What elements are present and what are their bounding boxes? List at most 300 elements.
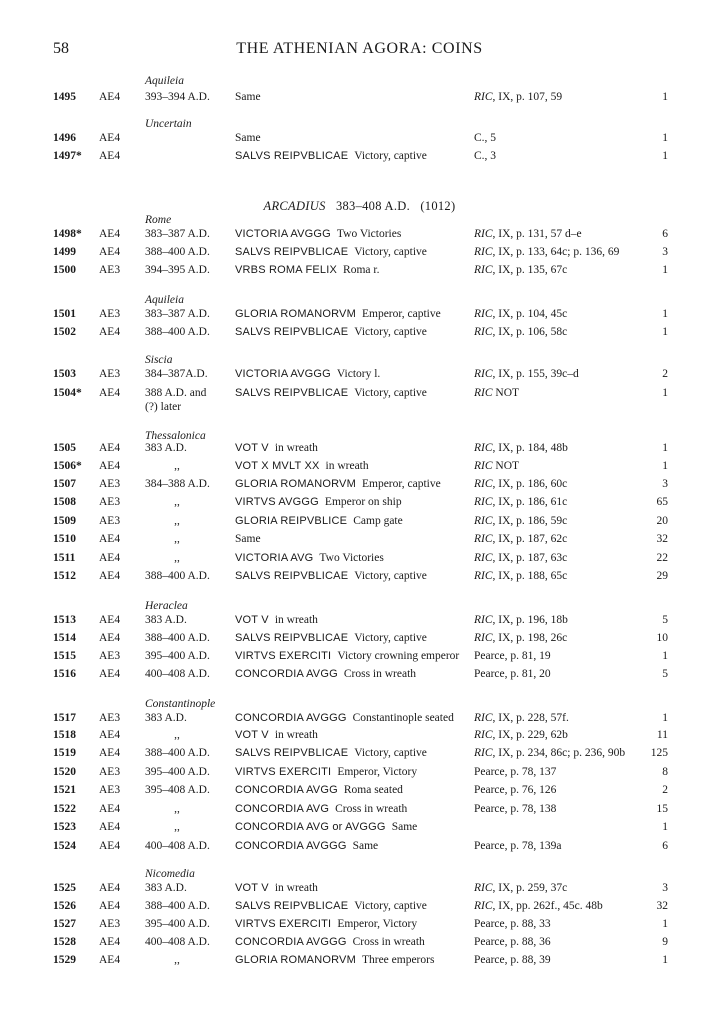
date: 395–400 A.D. [145, 918, 210, 930]
type-cell [235, 245, 427, 259]
reference [474, 459, 519, 473]
reference-ric: RIC [474, 478, 493, 490]
quantity: 22 [656, 552, 668, 564]
reference-detail: Pearce, p. 88, 33 [474, 918, 551, 930]
type-cell [235, 367, 380, 381]
catalogue-number: 1498* [53, 228, 82, 240]
catalogue-number: 1501 [53, 308, 76, 320]
date-cell [145, 227, 210, 241]
date-cell [145, 367, 208, 381]
catalogue-row [0, 899, 719, 915]
type-cell [235, 532, 261, 546]
reference [474, 569, 567, 583]
date: 400–408 A.D. [145, 668, 210, 680]
reference-detail: , IX, p. 187, 63c [492, 552, 568, 564]
reference-ric: RIC [474, 632, 493, 644]
reverse-description: Cross in wreath [335, 803, 408, 815]
date-cell [145, 820, 209, 834]
quantity: 1 [662, 91, 668, 103]
reference-detail: , IX, p. 186, 61c [492, 496, 568, 508]
mint-heading-heraclea: Heraclea [145, 600, 188, 612]
mint-heading-constantinople: Constantinople [145, 698, 216, 710]
type-cell [235, 477, 441, 491]
catalogue-number: 1518 [53, 729, 76, 741]
reference-detail: , IX, p. 188, 65c [492, 570, 568, 582]
date-cell [145, 631, 210, 645]
catalogue-row [0, 649, 719, 665]
reverse-legend: VIRTVS EXERCITI [235, 766, 332, 778]
reference [474, 649, 551, 663]
catalogue-number: 1517 [53, 712, 76, 724]
reference [474, 953, 551, 967]
reference [474, 839, 562, 853]
catalogue-row [0, 307, 719, 323]
quantity: 2 [662, 368, 668, 380]
denomination: AE4 [99, 246, 121, 258]
reference-detail: , IX, p. 155, 39c–d [492, 368, 579, 380]
reverse-legend: SALVS REIPVBLICAE [235, 747, 349, 759]
reverse-legend: SALVS REIPVBLICAE [235, 632, 349, 644]
reference-detail: , IX, p. 135, 67c [492, 264, 568, 276]
reference [474, 325, 567, 339]
mint-heading-aquileia: Aquileia [145, 75, 184, 87]
date: ,, [174, 552, 180, 564]
catalogue-number: 1497* [53, 150, 82, 162]
quantity: 5 [662, 614, 668, 626]
catalogue-row [0, 613, 719, 629]
reverse-legend: VOT V [235, 442, 269, 454]
reference-detail: Pearce, p. 88, 36 [474, 936, 551, 948]
catalogue-row [0, 459, 719, 475]
type-cell [235, 386, 427, 400]
date-cell [145, 325, 210, 339]
denomination: AE3 [99, 515, 121, 527]
reference-detail: , IX, p. 133, 64c; p. 136, 69 [492, 246, 620, 258]
date-cell [145, 935, 210, 949]
reference [474, 307, 567, 321]
quantity: 3 [662, 882, 668, 894]
reference-ric: RIC [474, 747, 493, 759]
type-cell [235, 131, 261, 145]
reference [474, 728, 568, 742]
type-cell [235, 899, 427, 913]
reverse-description: in wreath [325, 460, 369, 472]
type-cell [235, 495, 402, 509]
reference-detail: , IX, p. 186, 60c [492, 478, 568, 490]
type-cell [235, 631, 427, 645]
date-cell [145, 459, 209, 473]
denomination: AE4 [99, 326, 121, 338]
date-cell [145, 783, 210, 797]
reverse-description: Two Victories [336, 228, 402, 240]
catalogue-number: 1519 [53, 747, 76, 759]
denomination: AE4 [99, 882, 121, 894]
catalogue-number: 1512 [53, 570, 76, 582]
reference-ric: RIC [474, 326, 493, 338]
denomination: AE4 [99, 442, 121, 454]
type-cell [235, 307, 441, 321]
quantity: 9 [662, 936, 668, 948]
catalogue-row [0, 495, 719, 511]
type-cell [235, 783, 403, 797]
date: 383–387 A.D. [145, 308, 210, 320]
reference-ric: RIC [474, 368, 493, 380]
reverse-description: Victory crowning emperor [337, 650, 460, 662]
catalogue-number: 1523 [53, 821, 76, 833]
quantity: 6 [662, 228, 668, 240]
catalogue-number: 1514 [53, 632, 76, 644]
denomination: AE3 [99, 766, 121, 778]
catalogue-row [0, 783, 719, 799]
reference-detail: Pearce, p. 78, 138 [474, 803, 557, 815]
reference-ric: RIC [474, 533, 493, 545]
date: ,, [174, 460, 180, 472]
denomination: AE3 [99, 368, 121, 380]
reverse-description: Victory l. [336, 368, 381, 380]
reverse-legend: CONCORDIA AVGGG [235, 936, 347, 948]
catalogue-row [0, 728, 719, 744]
date: 388–400 A.D. [145, 570, 210, 582]
date-cell [145, 667, 210, 681]
date: ,, [174, 496, 180, 508]
catalogue-number: 1524 [53, 840, 76, 852]
reverse-description: Victory, captive [354, 900, 427, 912]
denomination: AE4 [99, 460, 121, 472]
quantity: 11 [656, 729, 668, 741]
reference-detail: C., 5 [474, 132, 497, 144]
reference-detail: , IX, p. 259, 37c [492, 882, 568, 894]
reference-ric: RIC [474, 570, 493, 582]
reference [474, 245, 619, 259]
reverse-legend: VOT V [235, 729, 269, 741]
mint-heading-uncertain: Uncertain [145, 118, 192, 130]
reference [474, 90, 562, 104]
catalogue-number: 1495 [53, 91, 76, 103]
catalogue-number: 1526 [53, 900, 76, 912]
reverse-legend: GLORIA ROMANORVM [235, 478, 356, 490]
denomination: AE3 [99, 712, 121, 724]
quantity: 1 [662, 132, 668, 144]
reverse-description: Camp gate [353, 515, 403, 527]
type-cell [235, 839, 378, 853]
type-cell [235, 917, 417, 931]
type-cell [235, 514, 403, 528]
reverse-description: Roma r. [343, 264, 380, 276]
denomination: AE3 [99, 650, 121, 662]
reference-ric: RIC [474, 552, 493, 564]
reference-detail: Pearce, p. 78, 137 [474, 766, 557, 778]
reverse-legend: SALVS REIPVBLICAE [235, 387, 349, 399]
denomination: AE3 [99, 264, 121, 276]
denomination: AE4 [99, 552, 121, 564]
reverse-legend: VOT V [235, 882, 269, 894]
reference-detail: , IX, p. 184, 48b [492, 442, 568, 454]
reference-ric: RIC [474, 264, 493, 276]
reverse-legend: CONCORDIA AVGGG [235, 840, 347, 852]
reverse-legend: SALVS REIPVBLICAE [235, 900, 349, 912]
date: ,, [174, 954, 180, 966]
quantity: 20 [656, 515, 668, 527]
denomination: AE4 [99, 614, 121, 626]
catalogue-row [0, 935, 719, 951]
mint-heading-siscia: Siscia [145, 354, 173, 366]
reverse-description: Emperor, captive [361, 478, 441, 490]
reference-detail: Pearce, p. 76, 126 [474, 784, 557, 796]
catalogue-row [0, 477, 719, 493]
reference [474, 495, 567, 509]
reference-detail: Pearce, p. 81, 19 [474, 650, 551, 662]
reference [474, 783, 556, 797]
reference-detail: Pearce, p. 78, 139a [474, 840, 562, 852]
emperor-heading [0, 199, 719, 214]
quantity: 1 [662, 326, 668, 338]
reverse-legend: VIRTVS AVGGG [235, 496, 319, 508]
date-cell [145, 802, 209, 816]
reverse-description: Same [235, 91, 261, 103]
reverse-description: Victory, captive [354, 570, 427, 582]
reference-detail: , IX, pp. 262f., 45c. 48b [492, 900, 603, 912]
type-cell [235, 551, 384, 565]
reference [474, 899, 603, 913]
catalogue-number: 1511 [53, 552, 76, 564]
reverse-description: Same [235, 533, 261, 545]
reverse-legend: VICTORIA AVGGG [235, 368, 331, 380]
catalogue-number: 1516 [53, 668, 76, 680]
date: 388 A.D. and [145, 387, 207, 399]
reference-ric: RIC [474, 900, 493, 912]
date-continuation: (?) later [145, 401, 182, 413]
type-cell [235, 263, 379, 277]
reference-ric: RIC [474, 712, 493, 724]
denomination: AE4 [99, 840, 121, 852]
date: 394–395 A.D. [145, 264, 210, 276]
reverse-legend: GLORIA ROMANORVM [235, 308, 356, 320]
date: ,, [174, 729, 180, 741]
type-cell [235, 613, 318, 627]
denomination: AE4 [99, 387, 121, 399]
reference-detail: Pearce, p. 81, 20 [474, 668, 551, 680]
denomination: AE4 [99, 936, 121, 948]
reverse-description: Same [235, 132, 261, 144]
reference-detail: , IX, p. 196, 18b [492, 614, 568, 626]
reference [474, 802, 556, 816]
date-cell [145, 569, 210, 583]
catalogue-row [0, 569, 719, 585]
reverse-legend: CONCORDIA AVGG [235, 668, 338, 680]
catalogue-row [0, 765, 719, 781]
reference [474, 441, 568, 455]
quantity: 65 [656, 496, 668, 508]
reference [474, 746, 625, 760]
denomination: AE3 [99, 918, 121, 930]
date-cell [145, 917, 210, 931]
quantity: 125 [650, 747, 668, 759]
quantity: 1 [662, 918, 668, 930]
reference-detail: , IX, p. 187, 62c [492, 533, 568, 545]
date: 393–394 A.D. [145, 91, 210, 103]
type-cell [235, 820, 417, 834]
quantity: 32 [656, 900, 668, 912]
date: 388–400 A.D. [145, 246, 210, 258]
reverse-description: Emperor, Victory [337, 918, 418, 930]
quantity: 1 [662, 821, 668, 833]
catalogue-row [0, 90, 719, 106]
date: 383 A.D. [145, 442, 187, 454]
denomination: AE3 [99, 478, 121, 490]
catalogue-number: 1496 [53, 132, 76, 144]
catalogue-row [0, 631, 719, 647]
reference-ric: RIC [474, 91, 493, 103]
reference [474, 917, 551, 931]
reference [474, 532, 567, 546]
reverse-description: in wreath [274, 882, 318, 894]
reverse-description: Constantinople seated [352, 712, 454, 724]
catalogue-number: 1513 [53, 614, 76, 626]
reference-ric: RIC [474, 515, 493, 527]
reference-detail: , IX, p. 186, 59c [492, 515, 568, 527]
quantity: 29 [656, 570, 668, 582]
date-cell [145, 307, 210, 321]
catalogue-number: 1509 [53, 515, 76, 527]
reverse-description: Victory, captive [354, 747, 427, 759]
catalogue-row [0, 953, 719, 969]
date-cell [145, 245, 210, 259]
catalogue-row [0, 917, 719, 933]
type-cell [235, 325, 427, 339]
reverse-description: Emperor, captive [361, 308, 441, 320]
catalogue-row [0, 441, 719, 457]
type-cell [235, 746, 427, 760]
reference [474, 551, 567, 565]
catalogue-row [0, 746, 719, 762]
date: 388–400 A.D. [145, 747, 210, 759]
reverse-description: Same [352, 840, 379, 852]
type-cell [235, 728, 318, 742]
date-cell [145, 765, 210, 779]
mint-heading-nicomedia: Nicomedia [145, 868, 195, 880]
quantity: 6 [662, 840, 668, 852]
catalogue-number: 1529 [53, 954, 76, 966]
reverse-legend: CONCORDIA AVGG [235, 784, 338, 796]
reference [474, 667, 551, 681]
reverse-legend: VRBS ROMA FELIX [235, 264, 338, 276]
reference [474, 367, 579, 381]
date-cell [145, 953, 209, 967]
type-cell [235, 149, 427, 163]
denomination: AE3 [99, 308, 121, 320]
reference-detail: NOT [492, 387, 520, 399]
type-cell [235, 649, 459, 663]
type-cell [235, 802, 407, 816]
date-cell [145, 613, 187, 627]
reference [474, 477, 567, 491]
catalogue-row [0, 711, 719, 727]
emperor-reign: 383–408 A.D. [335, 199, 411, 213]
date-cell [145, 90, 210, 104]
denomination: AE3 [99, 784, 121, 796]
catalogue-row [0, 667, 719, 683]
denomination: AE4 [99, 900, 121, 912]
running-head: THE ATHENIAN AGORA: COINS [236, 40, 483, 57]
reference-ric: RIC [474, 442, 493, 454]
denomination: AE4 [99, 668, 121, 680]
quantity: 10 [656, 632, 668, 644]
quantity: 3 [662, 478, 668, 490]
reverse-legend: CONCORDIA AVGGG [235, 712, 347, 724]
catalogue-number: 1521 [53, 784, 76, 796]
reverse-description: Same [391, 821, 418, 833]
date: 388–400 A.D. [145, 632, 210, 644]
catalogue-row [0, 839, 719, 855]
date: 400–408 A.D. [145, 840, 210, 852]
mint-heading-aquileia: Aquileia [145, 294, 184, 306]
catalogue-row [0, 551, 719, 567]
denomination: AE4 [99, 954, 121, 966]
date: ,, [174, 803, 180, 815]
date-cell [145, 495, 209, 509]
catalogue-number: 1525 [53, 882, 76, 894]
reverse-description: in wreath [274, 442, 318, 454]
quantity: 1 [662, 308, 668, 320]
catalogue-number: 1506* [53, 460, 82, 472]
reference [474, 711, 569, 725]
date: 395–400 A.D. [145, 766, 210, 778]
reverse-description: Emperor on ship [324, 496, 402, 508]
date-cell [145, 514, 209, 528]
catalogue-number: 1510 [53, 533, 76, 545]
type-cell [235, 711, 454, 725]
date: 383–387 A.D. [145, 228, 210, 240]
reverse-legend: SALVS REIPVBLICAE [235, 326, 349, 338]
catalogue-number: 1508 [53, 496, 76, 508]
date: 388–400 A.D. [145, 326, 210, 338]
catalogue-row [0, 131, 719, 147]
catalogue-number: 1500 [53, 264, 76, 276]
denomination: AE4 [99, 729, 121, 741]
type-cell [235, 953, 434, 967]
reference-ric: RIC [474, 882, 493, 894]
date-cell [145, 899, 210, 913]
quantity: 15 [656, 803, 668, 815]
quantity: 2 [662, 784, 668, 796]
catalogue-row [0, 802, 719, 818]
catalogue-row [0, 245, 719, 261]
date-cell [145, 711, 187, 725]
reverse-legend: VIRTVS EXERCITI [235, 650, 332, 662]
reference-detail: C., 3 [474, 150, 497, 162]
denomination: AE4 [99, 132, 121, 144]
quantity: 1 [662, 442, 668, 454]
reverse-legend: CONCORDIA AVG or AVGGG [235, 821, 386, 833]
catalogue-row [0, 532, 719, 548]
catalogue-row [0, 325, 719, 341]
quantity: 8 [662, 766, 668, 778]
reverse-description: Two Victories [319, 552, 384, 564]
reference [474, 263, 567, 277]
reverse-description: in wreath [274, 729, 318, 741]
catalogue-number: 1527 [53, 918, 76, 930]
date: 383 A.D. [145, 882, 187, 894]
date: 384–388 A.D. [145, 478, 210, 490]
denomination: AE4 [99, 632, 121, 644]
reference-detail: , IX, p. 104, 45c [492, 308, 568, 320]
date: ,, [174, 533, 180, 545]
catalogue-row [0, 367, 719, 383]
reference-detail: Pearce, p. 88, 39 [474, 954, 551, 966]
quantity: 32 [656, 533, 668, 545]
date-cell [145, 263, 210, 277]
reference [474, 131, 496, 145]
